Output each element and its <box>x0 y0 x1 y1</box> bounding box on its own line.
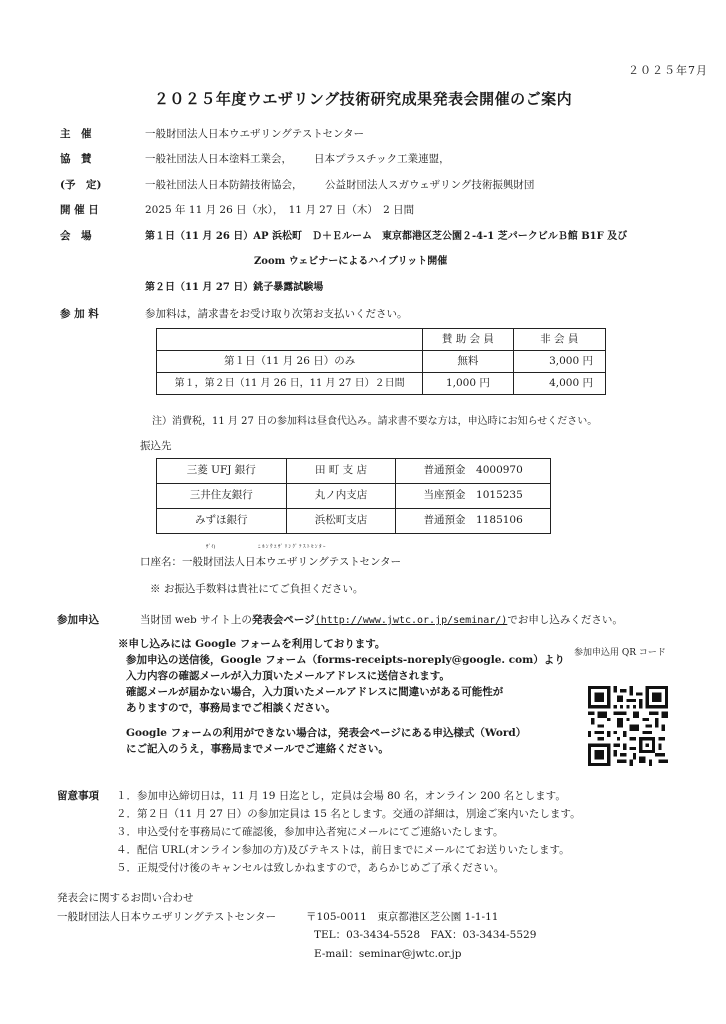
fee-cell: 第１日（11 月 26 日）のみ <box>157 351 423 373</box>
bank-account: 当座預金 1015235 <box>396 484 551 509</box>
note-item-3: ３．申込受付を事務局にて確認後，参加申込者宛にメールにてご連絡いたします。 <box>116 826 504 838</box>
google-note-4: 確認メールが届かない場合，入力頂いたメールアドレスに間違いがある可能性が <box>126 686 504 698</box>
host-label: 主 催 <box>60 128 92 140</box>
fee-cell: 4,000 円 <box>513 373 605 395</box>
fee-header-blank <box>157 329 423 351</box>
account-name: 口座名：一般財団法人日本ウエザリングテストセンター <box>140 556 402 568</box>
venue-line-2: Zoom ウェビナーによるハイブリット開催 <box>254 256 448 267</box>
fee-note: 注）消費税，11 月 27 日の参加料は昼食代込み。請求書不要な方は，申込時にお知らせください。 <box>152 416 598 427</box>
fee-cell: 1,000 円 <box>423 373 513 395</box>
planned-1: 一般社団法人日本防錆技術協会， <box>145 179 303 191</box>
note-item-2: ２．第２日（11 月 27 日）の参加定員は 15 名とします。交通の詳細は，別途ご案内いたします。 <box>116 808 581 820</box>
document-date: ２０２５年7月 <box>628 64 708 77</box>
bank-table <box>156 458 551 534</box>
page-title: ２０２５年度ウエザリング技術研究成果発表会開催のご案内 <box>153 90 573 108</box>
google-note-3: 入力内容の確認メールが入力頂いたメールアドレスに送信されます。 <box>126 670 450 682</box>
bank-branch: 丸ノ内支店 <box>286 484 396 509</box>
table-row <box>157 459 551 484</box>
venue-line-3: 第２日（11 月 27 日）銚子暴露試験場 <box>145 282 324 293</box>
google-note-7: にご記入のうえ，事務局までメールでご連絡ください。 <box>126 743 389 755</box>
fee-table-header <box>157 329 606 351</box>
seminar-link[interactable]: (http://www.jwtc.or.jp/seminar/) <box>314 615 508 626</box>
note-item-1: １．参加申込締切日は，11 月 19 日迄とし，定員は会場 80 名，オンライン 200 名とします。 <box>116 790 566 802</box>
table-row <box>157 509 551 534</box>
contact-email[interactable]: E-mail：seminar@jwtc.or.jp <box>314 948 462 960</box>
fee-label: 参 加 料 <box>60 308 99 320</box>
event-date-value: 2025 年 11 月 26 日（水）， 11 月 27 日（木） 2 日間 <box>145 204 415 216</box>
sponsor-label: 協 賛 <box>60 153 92 165</box>
table-row <box>157 373 606 395</box>
transfer-fee-note: ※ お振込手数料は貴社にてご負担ください。 <box>150 583 364 595</box>
fee-header-nonmember: 非 会 員 <box>513 329 605 351</box>
table-row <box>157 484 551 509</box>
bank-account: 普通預金 4000970 <box>396 459 551 484</box>
fee-header-member: 賛 助 会 員 <box>423 329 513 351</box>
venue-line-1: 第１日（11 月 26 日）AP 浜松町 Ｄ＋Ｅルーム 東京都港区芝公園２-4-1 芝パークビルＢ館 B1F 及び <box>145 231 628 242</box>
bank-name: 三菱 UFJ 銀行 <box>157 459 287 484</box>
account-ruby-2: ﾆﾎﾝｳｴｻﾞﾘﾝｸﾞﾃｽﾄｾﾝﾀｰ <box>258 544 328 550</box>
apply-text <box>140 614 623 628</box>
bank-account: 普通預金 1185106 <box>396 509 551 534</box>
fee-table <box>156 328 606 395</box>
qr-code-icon[interactable] <box>588 686 668 766</box>
sponsor-1: 一般社団法人日本塗料工業会， <box>145 153 292 165</box>
planned-label: (予 定) <box>60 179 102 191</box>
sponsor-2: 日本プラスチック工業連盟， <box>314 153 450 165</box>
venue-label: 会 場 <box>60 230 92 242</box>
google-note-1: ※申し込みには Google フォームを利用しております。 <box>118 638 386 650</box>
google-note-6: Google フォームの利用ができない場合は，発表会ページにある申込様式（Word） <box>126 727 527 739</box>
fee-intro: 参加料は，請求書をお受け取り次第お支払いください。 <box>145 308 408 320</box>
contact-org: 一般財団法人日本ウエザリングテストセンター <box>57 911 277 923</box>
notes-label: 留意事項 <box>57 790 99 802</box>
contact-address: 〒105-0011 東京都港区芝公園 1-1-11 <box>306 911 499 923</box>
contact-heading: 発表会に関するお問い合わせ <box>57 892 194 904</box>
table-row <box>157 351 606 373</box>
apply-text-bold: 発表会ページ <box>251 614 315 626</box>
apply-text-pre: 当財団 web サイト上の <box>140 614 252 626</box>
bank-name: 三井住友銀行 <box>157 484 287 509</box>
fee-cell: 第１，第２日（11 月 26 日，11 月 27 日）２日間 <box>157 373 423 395</box>
fee-cell: 3,000 円 <box>513 351 605 373</box>
account-ruby-1: ｻﾞｲ) <box>206 544 216 550</box>
host-value: 一般財団法人日本ウエザリングテストセンター <box>145 128 365 140</box>
note-item-4: ４．配信 URL(オンライン参加の方)及びテキストは，前日までにメールにてお送りいたします。 <box>116 844 570 856</box>
bank-label: 振込先 <box>140 440 172 452</box>
bank-branch: 浜松町支店 <box>286 509 396 534</box>
note-item-5: ５．正規受付け後のキャンセルは致しかねますので，あらかじめご了承ください。 <box>116 862 505 874</box>
qr-caption: 参加申込用 QR コード <box>574 648 666 658</box>
event-date-label: 開 催 日 <box>60 204 99 216</box>
apply-text-post: でお申し込みください。 <box>507 614 623 626</box>
fee-cell: 無料 <box>423 351 513 373</box>
bank-name: みずほ銀行 <box>157 509 287 534</box>
contact-phone: TEL：03-3434-5528 FAX：03-3434-5529 <box>314 929 537 941</box>
apply-label: 参加申込 <box>57 614 99 626</box>
google-note-2: 参加申込の送信後，Google フォーム（forms-receipts-noreply@google. com）より <box>126 654 565 666</box>
google-note-5: ありますので，事務局までご相談ください。 <box>126 702 336 714</box>
planned-2: 公益財団法人スガウェザリング技術振興財団 <box>325 179 535 191</box>
bank-branch: 田 町 支 店 <box>286 459 396 484</box>
